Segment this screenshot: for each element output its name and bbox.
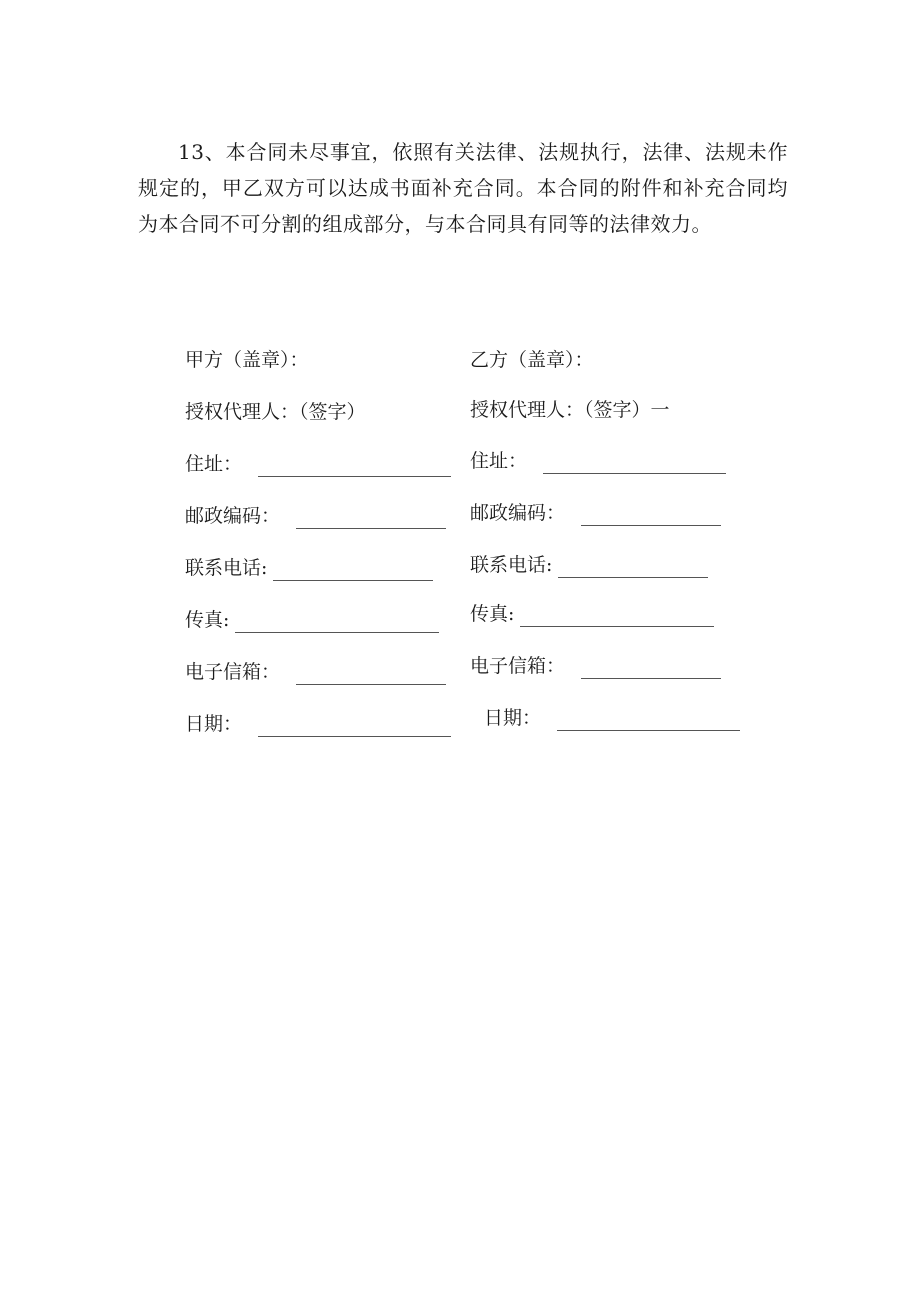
party-a-date-blank (258, 712, 451, 737)
party-b-date-blank (557, 706, 740, 731)
party-b-phone-row (470, 547, 740, 599)
party-b-title-row (470, 342, 740, 394)
party-b-signature-block (470, 342, 740, 752)
party-b-date-row (484, 700, 740, 752)
party-a-address-label: 住址： (185, 453, 243, 475)
party-a-date-row (185, 706, 455, 758)
party-b-phone-blank (558, 553, 708, 578)
party-a-fax-label: 传真: (185, 609, 230, 631)
party-b-title: 乙方（盖章）： (470, 349, 594, 371)
party-b-agent-row (470, 392, 740, 444)
party-b-address-blank (543, 449, 726, 474)
party-a-signature-block (185, 342, 455, 758)
party-a-fax-row (185, 602, 455, 654)
party-b-fax-blank (520, 602, 714, 627)
clause-13-paragraph: 13、本合同未尽事宜，依照有关法律、法规执行，法律、法规未作规定的，甲乙双方可以达成书面补充合同。本合同的附件和补充合同均为本合同不可分割的组成部分，与本合同具有同等的法律效力。 (138, 140, 788, 236)
party-a-address-blank (258, 452, 451, 477)
party-a-email-row (185, 654, 455, 706)
party-a-title: 甲方（盖章）： (185, 349, 309, 371)
party-a-postcode-blank (296, 504, 446, 529)
party-a-fax-blank (235, 608, 439, 633)
party-a-phone-label: 联系电话: (185, 557, 268, 579)
party-b-email-label: 电子信箱： (470, 655, 566, 677)
party-b-fax-label: 传真: (470, 603, 515, 625)
party-b-address-label: 住址： (470, 450, 528, 472)
party-a-postcode-row (185, 498, 455, 550)
party-b-postcode-row (470, 495, 740, 547)
party-b-postcode-blank (581, 501, 721, 526)
party-a-phone-row (185, 550, 455, 602)
party-b-agent-label: 授权代理人：（签字）一 (470, 399, 670, 421)
party-b-postcode-label: 邮政编码： (470, 502, 566, 524)
party-a-title-row (185, 342, 455, 394)
party-a-date-label: 日期： (185, 713, 243, 735)
party-b-fax-row (470, 596, 740, 648)
party-a-email-blank (296, 660, 446, 685)
party-a-phone-blank (273, 556, 433, 581)
party-a-agent-row (185, 394, 455, 446)
party-b-address-row (470, 443, 740, 495)
party-b-phone-label: 联系电话: (470, 554, 553, 576)
party-a-email-label: 电子信箱： (185, 661, 281, 683)
party-b-email-blank (581, 654, 721, 679)
party-b-email-row (470, 648, 740, 700)
party-b-date-label: 日期： (484, 707, 542, 729)
party-a-postcode-label: 邮政编码： (185, 505, 281, 527)
party-a-address-row (185, 446, 455, 498)
party-a-agent-label: 授权代理人：（签字） (185, 401, 366, 423)
